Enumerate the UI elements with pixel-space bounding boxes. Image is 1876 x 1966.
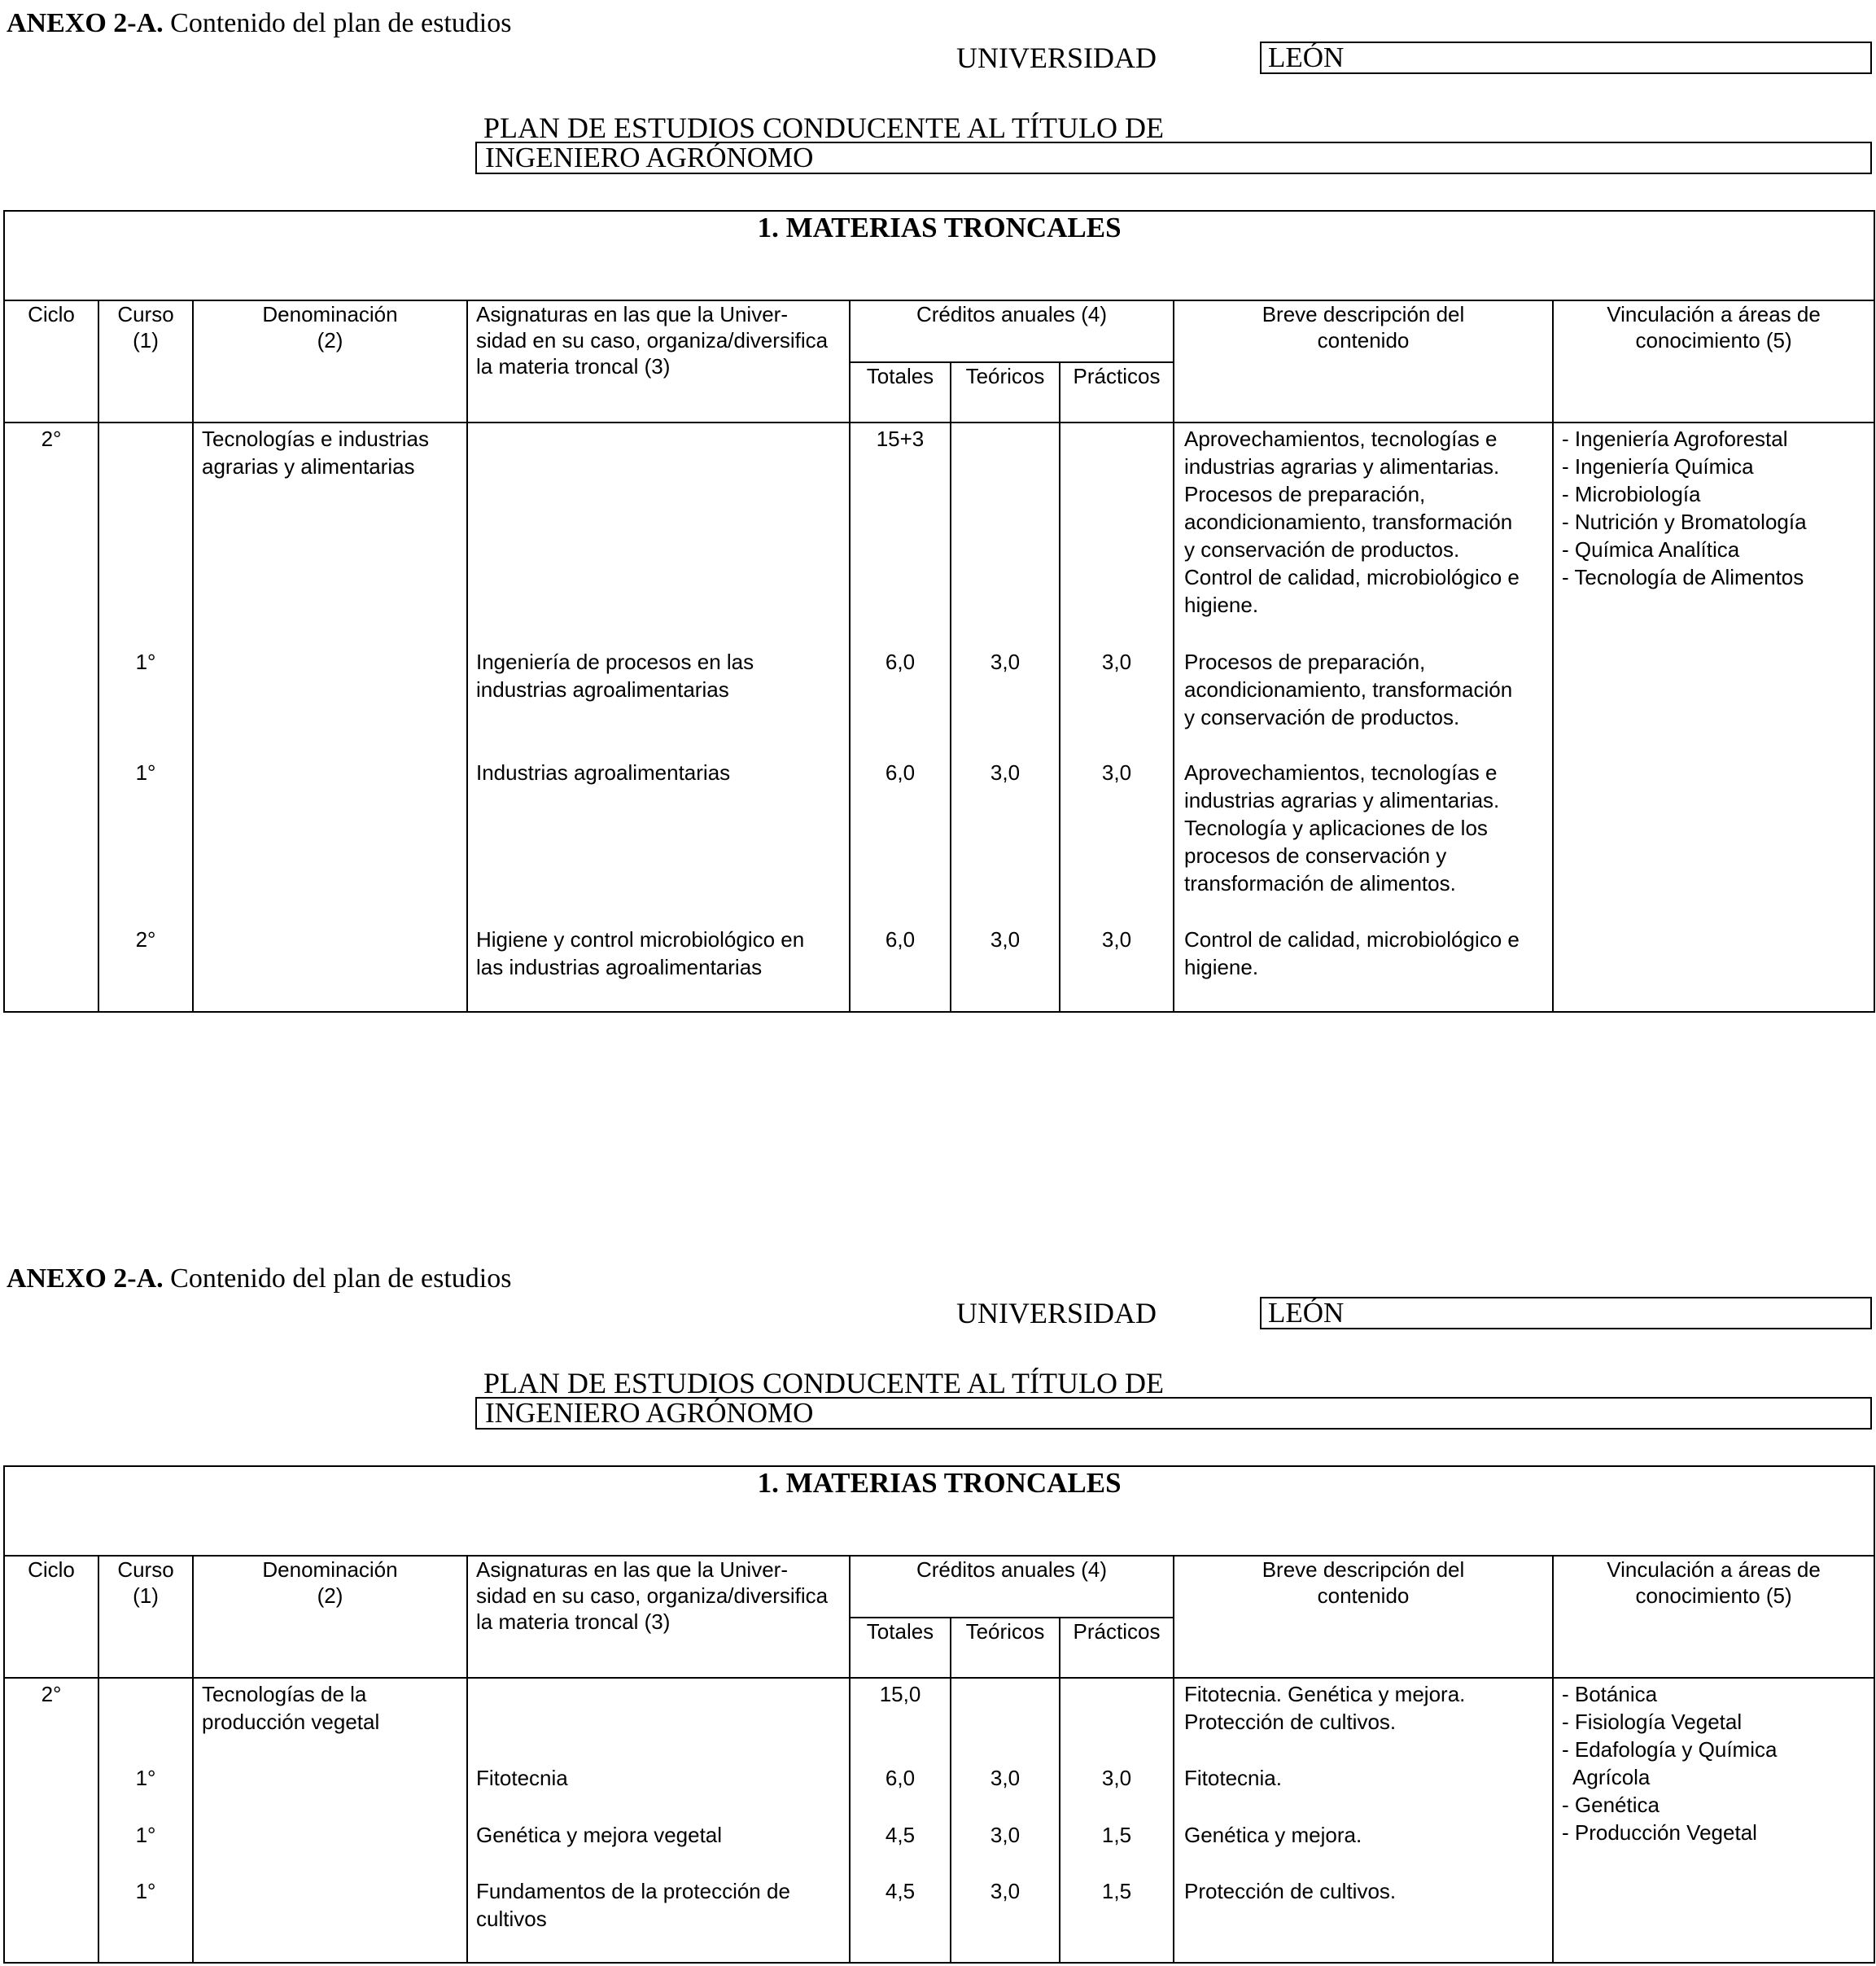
practicos-value: 3,0 xyxy=(1101,1766,1132,1790)
university-label: UNIVERSIDAD xyxy=(956,42,1157,74)
subject-name: cultivos xyxy=(476,1907,547,1931)
teoricos-value: 3,0 xyxy=(990,1766,1021,1790)
curso-cell xyxy=(98,1678,193,1963)
plan-label: PLAN DE ESTUDIOS CONDUCENTE AL TÍTULO DE xyxy=(483,1367,1164,1399)
teoricos-value: 3,0 xyxy=(990,650,1021,674)
description-line: higiene. xyxy=(1184,593,1259,617)
teoricos-cell xyxy=(951,1678,1060,1963)
col-denominacion-header: Denominación (2) xyxy=(193,1556,467,1678)
col-ciclo-header: Ciclo xyxy=(4,300,98,423)
description-line: y conservación de productos. xyxy=(1184,537,1460,562)
area-item: - Ingeniería Química xyxy=(1562,454,1754,479)
practicos-value: 1,5 xyxy=(1101,1879,1132,1903)
denominacion-cell xyxy=(193,423,467,1012)
description-line: acondicionamiento, transformación xyxy=(1184,677,1513,702)
annex-text: Contenido del plan de estudios xyxy=(163,8,512,38)
area-item: - Nutrición y Bromatología xyxy=(1562,510,1807,534)
area-item: - Tecnología de Alimentos xyxy=(1562,565,1804,589)
totales-value: 4,5 xyxy=(885,1879,916,1903)
denominacion-line: agrarias y alimentarias xyxy=(202,454,415,479)
table-row: 1° xyxy=(135,1823,156,1847)
curso-cell xyxy=(98,423,193,1012)
col-curso-header: Curso (1) xyxy=(98,1556,193,1678)
teoricos-value: 3,0 xyxy=(990,760,1021,785)
ciclo-cell xyxy=(4,1678,98,1963)
area-item: - Genética xyxy=(1562,1793,1660,1817)
materias-table xyxy=(3,210,1875,1013)
annex-heading xyxy=(7,8,511,39)
area-item: - Fisiología Vegetal xyxy=(1562,1710,1743,1734)
description-line: Procesos de preparación, xyxy=(1184,482,1426,506)
area-item: - Microbiología xyxy=(1562,482,1701,506)
asignaturas-cell xyxy=(467,1678,850,1963)
description-line: industrias agrarias y alimentarias. xyxy=(1184,788,1500,812)
teoricos-value: 3,0 xyxy=(990,1823,1021,1847)
vinculacion-cell xyxy=(1553,423,1874,1012)
col-vinculacion-header: Vinculación a áreas de conocimiento (5) xyxy=(1553,300,1874,423)
practicos-cell xyxy=(1060,423,1174,1012)
asignaturas-cell xyxy=(467,423,850,1012)
area-item: Agrícola xyxy=(1562,1765,1651,1789)
ciclo-value: 2° xyxy=(41,427,62,451)
totales-value: 6,0 xyxy=(885,1766,916,1790)
university-field: LEÓN xyxy=(1260,1297,1872,1329)
description-line: Tecnología y aplicaciones de los xyxy=(1184,816,1488,840)
practicos-value: 1,5 xyxy=(1101,1823,1132,1847)
subject-name: Fitotecnia xyxy=(476,1766,568,1790)
university-label: UNIVERSIDAD xyxy=(956,1297,1157,1329)
teoricos-cell xyxy=(951,423,1060,1012)
subject-name: Fundamentos de la protección de xyxy=(476,1879,790,1903)
descripcion-cell xyxy=(1174,423,1553,1012)
subject-name: Ingeniería de procesos en las xyxy=(476,650,754,674)
col-totales-header: Totales xyxy=(850,1618,951,1678)
denominacion-cell xyxy=(193,1678,467,1963)
table-title: 1. MATERIAS TRONCALES xyxy=(4,1466,1874,1556)
description-line: y conservación de productos. xyxy=(1184,705,1460,729)
practicos-value: 3,0 xyxy=(1101,927,1132,952)
subject-name: las industrias agroalimentarias xyxy=(476,955,763,979)
materias-table xyxy=(3,1465,1875,1964)
subject-name: Genética y mejora vegetal xyxy=(476,1823,723,1847)
plan-label: PLAN DE ESTUDIOS CONDUCENTE AL TÍTULO DE xyxy=(483,112,1164,144)
subject-name: industrias agroalimentarias xyxy=(476,677,729,702)
area-item: - Química Analítica xyxy=(1562,537,1740,562)
teoricos-value: 3,0 xyxy=(990,927,1021,952)
description-line: Protección de cultivos. xyxy=(1184,1879,1397,1903)
section-2 xyxy=(0,1254,1876,1966)
col-creditos-header: Créditos anuales (4) xyxy=(850,300,1174,362)
area-item: - Producción Vegetal xyxy=(1562,1820,1757,1845)
totales-value: 4,5 xyxy=(885,1823,916,1847)
descripcion-cell xyxy=(1174,1678,1553,1963)
denominacion-line: Tecnologías e industrias xyxy=(202,427,429,451)
totales-value: 6,0 xyxy=(885,650,916,674)
description-line: industrias agrarias y alimentarias. xyxy=(1184,454,1500,479)
teoricos-value: 3,0 xyxy=(990,1879,1021,1903)
area-item: - Ingeniería Agroforestal xyxy=(1562,427,1788,451)
col-teoricos-header: Teóricos xyxy=(951,362,1060,423)
ciclo-value: 2° xyxy=(41,1682,62,1706)
ciclo-cell xyxy=(4,423,98,1012)
totales-cell xyxy=(850,423,951,1012)
col-asignaturas-header: Asignaturas en las que la Univer- sidad en su caso, organiza/diversifica la materia troncal (3) xyxy=(467,300,850,423)
col-teoricos-header: Teóricos xyxy=(951,1618,1060,1678)
description-line: Aprovechamientos, tecnologías e xyxy=(1184,427,1498,451)
table-row: 1° xyxy=(135,760,156,785)
table-row: 1° xyxy=(135,1879,156,1903)
annex-text: Contenido del plan de estudios xyxy=(163,1263,512,1294)
col-curso-header: Curso (1) xyxy=(98,300,193,423)
subject-name: Higiene y control microbiológico en xyxy=(476,927,805,952)
totales-value: 15+3 xyxy=(876,427,925,451)
col-denominacion-header: Denominación (2) xyxy=(193,300,467,423)
description-line: Fitotecnia. Genética y mejora. xyxy=(1184,1682,1466,1706)
annex-label: ANEXO 2-A. xyxy=(7,8,164,38)
col-descripcion-header: Breve descripción del contenido xyxy=(1174,1556,1553,1678)
university-field: LEÓN xyxy=(1260,42,1872,74)
totales-value: 15,0 xyxy=(879,1682,921,1706)
col-practicos-header: Prácticos xyxy=(1060,1618,1174,1678)
practicos-value: 3,0 xyxy=(1101,760,1132,785)
description-line: Fitotecnia. xyxy=(1184,1766,1282,1790)
subject-name: Industrias agroalimentarias xyxy=(476,760,731,785)
totales-value: 6,0 xyxy=(885,927,916,952)
degree-field: INGENIERO AGRÓNOMO xyxy=(475,142,1872,174)
totales-cell xyxy=(850,1678,951,1963)
vinculacion-cell xyxy=(1553,1678,1874,1963)
col-ciclo-header: Ciclo xyxy=(4,1556,98,1678)
col-practicos-header: Prácticos xyxy=(1060,362,1174,423)
description-line: Control de calidad, microbiológico e xyxy=(1184,565,1520,589)
description-line: higiene. xyxy=(1184,955,1259,979)
table-title: 1. MATERIAS TRONCALES xyxy=(4,211,1874,300)
denominacion-line: Tecnologías de la xyxy=(202,1682,367,1706)
denominacion-line: producción vegetal xyxy=(202,1710,380,1734)
area-item: - Edafología y Química xyxy=(1562,1737,1778,1762)
annex-label: ANEXO 2-A. xyxy=(7,1263,164,1294)
description-line: Genética y mejora. xyxy=(1184,1823,1362,1847)
col-totales-header: Totales xyxy=(850,362,951,423)
col-asignaturas-header: Asignaturas en las que la Univer- sidad en su caso, organiza/diversifica la materia troncal (3) xyxy=(467,1556,850,1678)
description-line: Aprovechamientos, tecnologías e xyxy=(1184,760,1498,785)
col-descripcion-header: Breve descripción del contenido xyxy=(1174,300,1553,423)
description-line: Protección de cultivos. xyxy=(1184,1710,1397,1734)
col-vinculacion-header: Vinculación a áreas de conocimiento (5) xyxy=(1553,1556,1874,1678)
description-line: transformación de alimentos. xyxy=(1184,871,1456,895)
table-row: 1° xyxy=(135,650,156,674)
table-row: 2° xyxy=(135,927,156,952)
description-line: Procesos de preparación, xyxy=(1184,650,1426,674)
description-line: procesos de conservación y xyxy=(1184,843,1447,868)
area-item: - Botánica xyxy=(1562,1682,1658,1706)
practicos-cell xyxy=(1060,1678,1174,1963)
table-row: 1° xyxy=(135,1766,156,1790)
degree-field: INGENIERO AGRÓNOMO xyxy=(475,1397,1872,1430)
col-creditos-header: Créditos anuales (4) xyxy=(850,1556,1174,1618)
description-line: acondicionamiento, transformación xyxy=(1184,510,1513,534)
practicos-value: 3,0 xyxy=(1101,650,1132,674)
description-line: Control de calidad, microbiológico e xyxy=(1184,927,1520,952)
annex-heading xyxy=(7,1263,511,1294)
totales-value: 6,0 xyxy=(885,760,916,785)
